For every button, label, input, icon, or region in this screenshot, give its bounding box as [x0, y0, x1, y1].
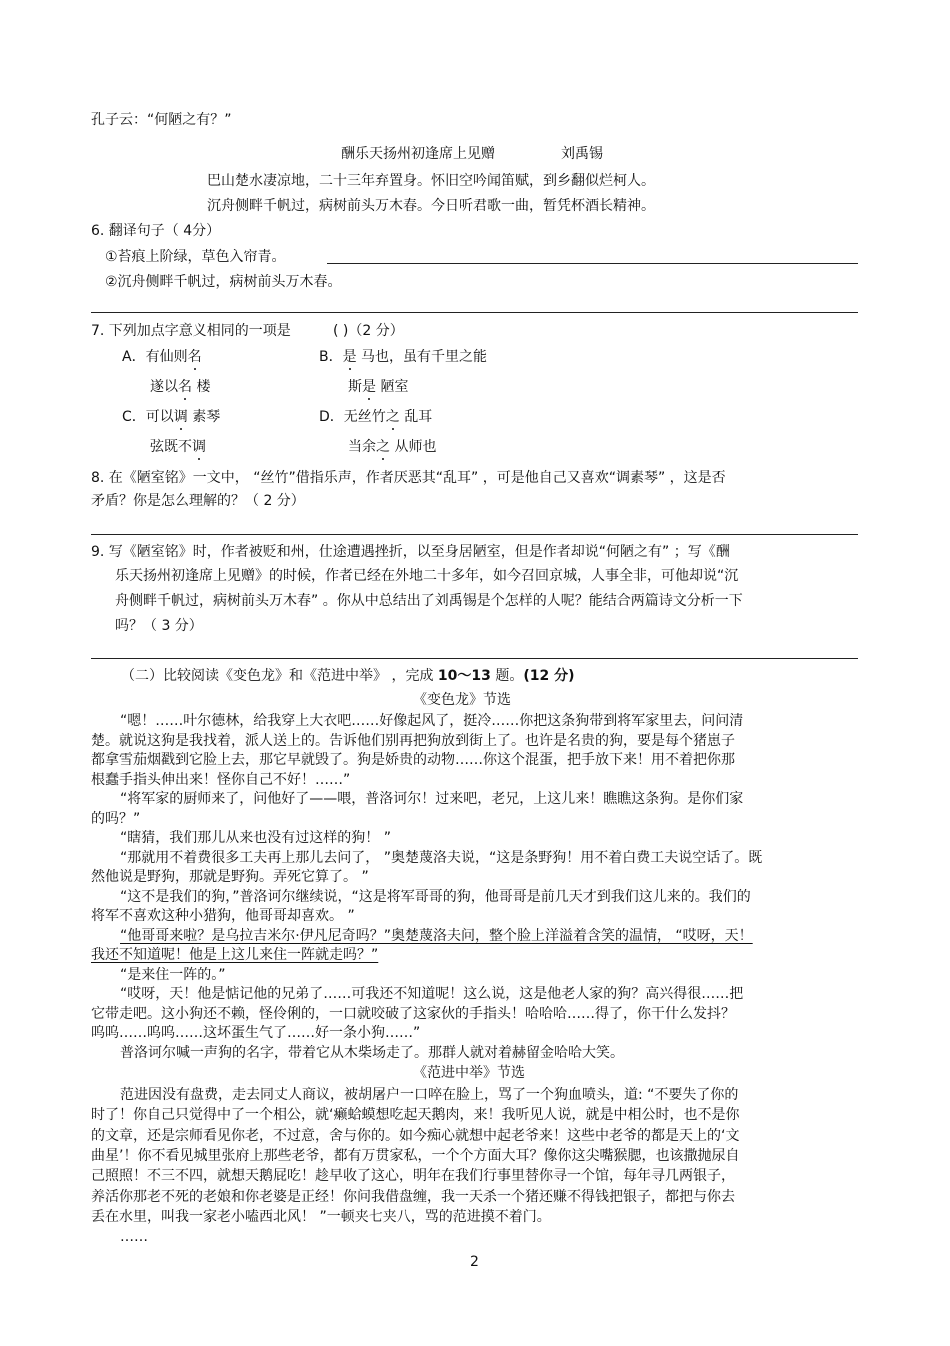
option-text: 乱耳 — [399, 409, 433, 425]
passage-line: “是来住一阵的。” — [120, 967, 226, 983]
passage-line: “他哥哥来啦？是乌拉吉米尔·伊凡尼奇吗？”奥楚蔑洛夫问，整个脸上洋溢着含笑的温情， “哎呀，天！ — [120, 928, 753, 944]
passage-line: “嗯！……叶尔德林，给我穿上大衣吧……好像起风了，挺冷……你把这条狗带到将军家里去，问问清 — [120, 713, 744, 729]
section-score: (12 分) — [523, 668, 575, 684]
passage-title: 《范进中举》节选 — [413, 1065, 525, 1081]
passage-line: 然他说是野狗，那就是野狗。弄死它算了。 ” — [91, 869, 369, 885]
answer-line[interactable] — [91, 534, 858, 535]
page-number: 2 — [470, 1254, 479, 1270]
passage-line: 都拿雪茄烟戳到它脸上去，那它早就毁了。狗是娇贵的动物……你这个混蛋，把手放下来！用不着把你那 — [91, 752, 735, 768]
option-text: 马也，虽有千里之能 — [356, 349, 488, 365]
passage-line: “瞎猜，我们那儿从来也没有过这样的狗！ ” — [120, 830, 391, 846]
option-a-line2 — [150, 377, 210, 397]
section-heading — [121, 666, 574, 686]
answer-line[interactable] — [91, 312, 858, 313]
question-7-stem: 7. 下列加点字意义相同的一项是 — [91, 323, 291, 339]
option-text: 从师也 — [390, 439, 437, 455]
confucius-quote: 孔子云：“何陋之有？” — [91, 112, 232, 128]
option-label: B． — [319, 349, 343, 365]
option-text: 斯 — [348, 379, 362, 395]
passage-line: 的文章，还是宗师看见你老，不过意，舍与你的。如今痴心就想中起老爷来！这些中老爷的都是天上的‘文 — [91, 1128, 740, 1144]
question-9-text: 9. 写《陋室铭》时，作者被贬和州，仕途遭遇挫折，以至身居陋室，但是作者却说“何陋之有” ；写《酬 — [91, 544, 730, 560]
question-6-stem: 6. 翻译句子（ 4分） — [91, 223, 221, 239]
passage-line: 楚。就说这狗是我找着，派人送上的。告诉他们别再把狗放到街上了。也许是名贵的狗，要是每个猪崽子 — [91, 733, 735, 749]
poem-line: 沉舟侧畔千帆过，病树前头万木春。今日听君歌一曲，暂凭杯酒长精神。 — [207, 198, 655, 214]
question-8-text: 矛盾？你是怎么理解的？（ 2 分） — [91, 493, 305, 509]
option-a — [122, 347, 202, 367]
poem-line: 巴山楚水凄凉地，二十三年弃置身。怀旧空吟闻笛赋，到乡翻似烂柯人。 — [207, 173, 655, 189]
option-label: C．可以 — [122, 409, 174, 425]
dotted-char: 之 — [376, 439, 390, 455]
dotted-char: 调 — [192, 439, 206, 455]
passage-line: 己照照！不三不四，就想天鹅屁吃！趁早收了这心，明年在我们行事里替你寻一个馆，每年寻几两银子， — [91, 1168, 735, 1184]
option-text: 弦既不 — [150, 439, 192, 455]
passage-line: …… — [120, 1229, 148, 1245]
answer-line[interactable] — [91, 658, 858, 659]
passage-line: 根蠢手指头伸出来！怪你自己不好！……” — [91, 772, 351, 788]
question-9-text: 乐天扬州初逢席上见赠》的时候，作者已经在外地二十多年，如今召回京城，人事全非，可他却说“沉 — [115, 568, 739, 584]
question-6-item: ②沉舟侧畔千帆过，病树前头万木春。 — [105, 274, 342, 290]
passage-line: 范进因没有盘费，走去同丈人商议，被胡屠户一口啐在脸上，骂了一个狗血喷头，道: “不要失了你的 — [120, 1087, 739, 1103]
option-text: 遂以 — [150, 379, 178, 395]
dotted-char: 名 — [187, 349, 202, 365]
option-text: 楼 — [192, 379, 211, 395]
question-9-text: 舟侧畔千帆过，病树前头万木春” 。你从中总结出了刘禹锡是个怎样的人呢？能结合两篇诗文分析一下 — [115, 593, 743, 609]
passage-title: 《变色龙》节选 — [413, 692, 511, 708]
dotted-char: 之 — [385, 409, 400, 425]
option-d — [319, 407, 432, 427]
passage-line: 将军不喜欢这种小猎狗，他哥哥却喜欢。 ” — [91, 908, 355, 924]
question-9-text: 吗？（ 3 分） — [115, 618, 203, 634]
option-text: 陋室 — [376, 379, 409, 395]
question-range: 10～13 — [437, 668, 491, 684]
passage-line: “哎呀，天！他是惦记他的兄弟了……可我还不知道呢！这么说，这是他老人家的狗？高兴得很……把 — [120, 986, 744, 1002]
section-heading-text: （二）比较阅读《变色龙》和《范进中举》 ，完成 — [121, 668, 438, 684]
passage-line: 的吗？” — [91, 811, 141, 827]
option-label: D．无丝竹 — [319, 409, 386, 425]
passage-line: “这不是我们的狗，”普洛诃尔继续说，“这是将军哥哥的狗，他哥哥是前几天才到我们这儿来的。我们的 — [120, 889, 751, 905]
option-c-line2 — [150, 437, 206, 457]
option-d-line2 — [348, 437, 436, 457]
passage-line: 呜呜……呜呜……这坏蛋生气了……好一条小狗……” — [91, 1025, 421, 1041]
passage-line: 丢在水里，叫我一家老小嗑西北风！ ”一顿夹七夹八，骂的范进摸不着门。 — [91, 1209, 551, 1225]
answer-blank[interactable]: ( )（2 分） — [333, 323, 404, 339]
passage-line: 它带走吧。这小狗还不赖，怪伶俐的，一口就咬破了这家伙的手指头！哈哈哈……得了，你干什么发抖？ — [91, 1006, 735, 1022]
passage-line: “那就用不着费很多工夫再上那儿去问了， ”奥楚蔑洛夫说，“这是条野狗！用不着白费工夫说空话了。既 — [120, 850, 763, 866]
passage-line: 普洛诃尔喊一声狗的名字，带着它从木柴场走了。那群人就对着赫留金哈哈大笑。 — [120, 1045, 624, 1061]
passage-line: 曲星’！你不看见城里张府上那些老爷，都有万贯家私，一个个方面大耳？像你这尖嘴猴腮，也该撒抛尿自 — [91, 1148, 740, 1164]
section-heading-text: 题。 — [490, 668, 524, 684]
dotted-char: 是 — [362, 379, 376, 395]
poem-author: 刘禹锡 — [561, 146, 603, 162]
dotted-char: 调 — [173, 409, 188, 425]
dotted-char: 名 — [178, 379, 192, 395]
passage-line: “将军家的厨师来了，问他好了——喂，普洛诃尔！过来吧，老兄，上这儿来！瞧瞧这条狗。是你们家 — [120, 791, 744, 807]
option-label: A．有仙则 — [122, 349, 188, 365]
option-text: 当余 — [348, 439, 376, 455]
option-text: 素琴 — [187, 409, 221, 425]
question-6-item: ①苔痕上阶绿，草色入帘青。 — [105, 249, 286, 265]
passage-line: 养活你那老不死的老娘和你老婆是正经！你问我借盘缠，我一天杀一个猪还赚不得钱把银子，都把与你去 — [91, 1189, 735, 1205]
question-8-text: 8. 在《陋室铭》一文中， “丝竹”借指乐声，作者厌恶其“乱耳” ，可是他自己又喜欢“调素琴” ，这是否 — [91, 470, 726, 486]
poem-title: 酬乐天扬州初逢席上见赠 — [341, 146, 495, 162]
answer-line[interactable] — [327, 263, 858, 264]
passage-line: 时了！你自己只觉得中了一个相公，就‘癞蛤蟆想吃起天鹅肉，来！我听见人说，就是中相公时，也不是你 — [91, 1107, 740, 1123]
passage-line: 我还不知道呢！他是上这儿来住一阵就走吗？” — [91, 947, 379, 963]
dotted-char: 是 — [342, 349, 357, 365]
option-b — [319, 347, 487, 367]
option-b-line2 — [348, 377, 408, 397]
option-c — [122, 407, 220, 427]
